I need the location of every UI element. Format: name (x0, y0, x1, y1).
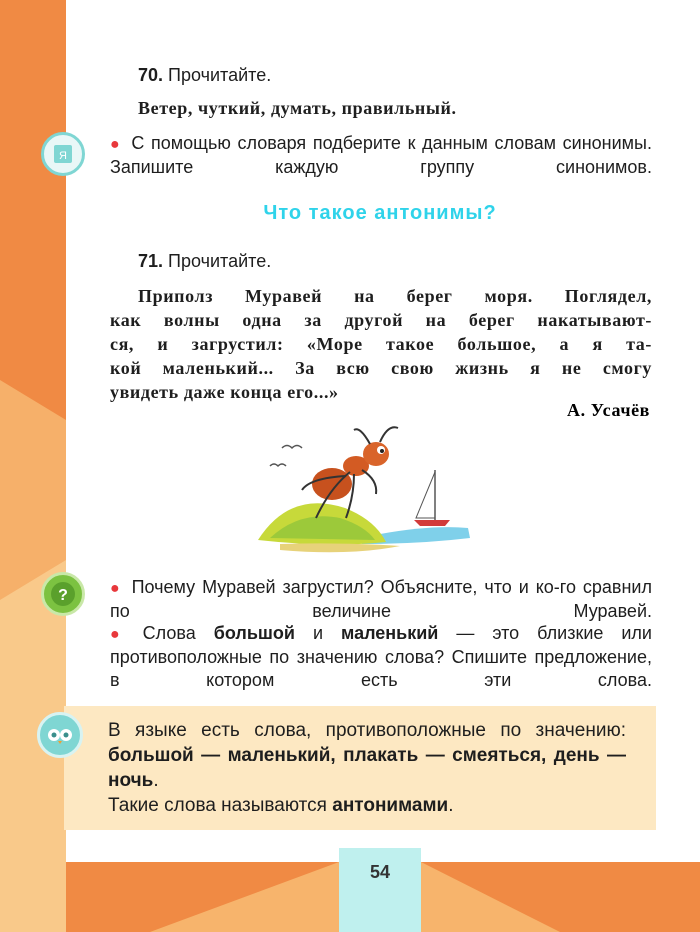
ex71-instruction: Прочитайте. (168, 251, 272, 271)
rule-dot: . (153, 770, 159, 791)
q2-word2: маленький (340, 623, 439, 643)
rule-line-1 (108, 718, 626, 793)
text-line: ся, и загрустил: «Море такое большое, а я та- (110, 334, 652, 354)
svg-text:?: ? (58, 587, 68, 604)
rule-line-last (108, 793, 626, 818)
q2-and: и (312, 623, 323, 643)
book-icon (41, 132, 85, 176)
text-line: как волны одна за другой на берег накатывают- (110, 310, 652, 330)
rule-text (108, 718, 626, 818)
rule-pair1: большой — маленький, (108, 745, 336, 766)
ex70-words: Ветер, чуткий, думать, правильный. (138, 98, 457, 118)
rule-pair2: плакать — смеяться, (343, 745, 547, 766)
ex71-text (110, 284, 652, 404)
ex70-task (110, 132, 652, 179)
ex71-number: 71. (138, 251, 164, 271)
question-1 (110, 576, 652, 623)
question-icon (41, 572, 85, 616)
bullet-icon: ● (110, 626, 133, 643)
bullet-icon: ● (110, 580, 122, 597)
author: А. Усачёв (566, 400, 650, 420)
rule-end: . (448, 795, 454, 816)
ant-illustration (250, 420, 480, 570)
rule-pair3: день — ночь (108, 745, 626, 791)
bullet-icon: ● (110, 136, 122, 153)
text-line: кой маленький... За всю свою жизнь я не смогу (110, 358, 652, 378)
rule-term: антонимами (332, 795, 449, 816)
rule-outro: Такие слова называются (108, 795, 327, 816)
ex70-task-text: С помощью словаря подберите к данным словам синонимы. Запишите каждую группу синонимов. (110, 133, 652, 177)
question-2 (110, 622, 652, 692)
ex70-instruction: Прочитайте. (168, 65, 272, 85)
text-line: увидеть даже конца его...» (110, 382, 339, 402)
question-1-text: Почему Муравей загрустил? Объясните, что и ко-го сравнил по величине Муравей. (110, 577, 652, 621)
q2-word1: большой (213, 623, 295, 643)
section-title: Что такое антонимы? (263, 202, 497, 224)
ex71-title (138, 250, 271, 273)
ex70-title (138, 64, 271, 87)
owl-icon (37, 712, 83, 758)
rule-intro: В языке есть слова, противоположные по значению: (108, 720, 626, 741)
q2-pre: Слова (142, 623, 196, 643)
page-number: 54 (339, 848, 421, 932)
svg-text:Я: Я (59, 150, 67, 162)
text-line: Приполз Муравей на берег моря. Поглядел, (138, 286, 652, 306)
ex70-number: 70. (138, 65, 164, 85)
q2-post: — это близкие или противоположные по значению слова? Спишите предложение, в котором есть эти слова. (110, 623, 652, 690)
